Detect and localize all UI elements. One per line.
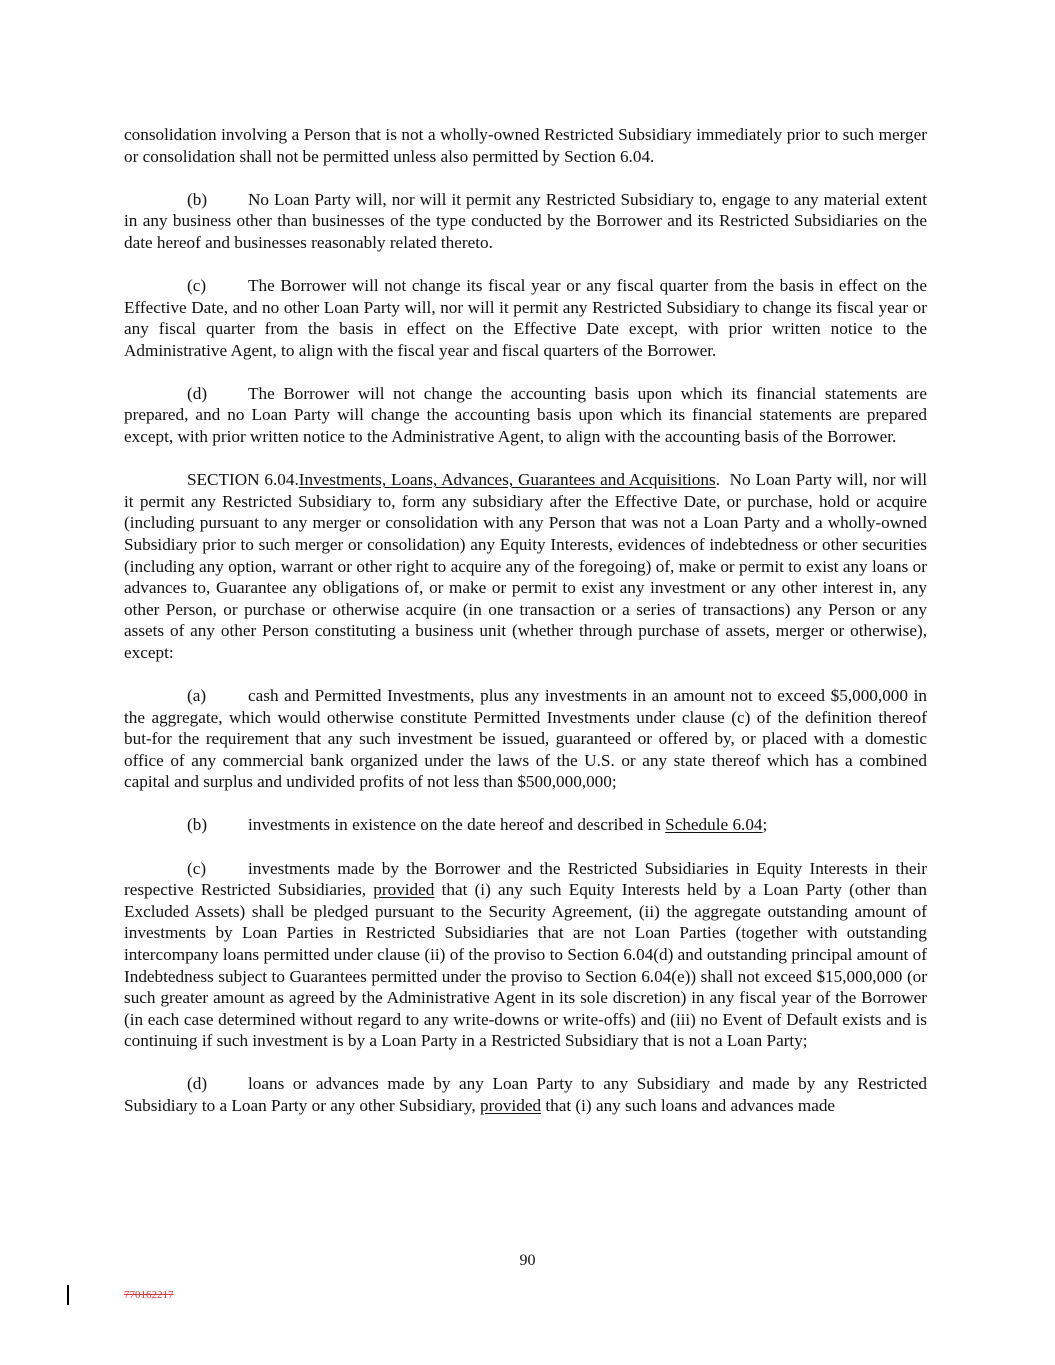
paragraph-label: (b) [187, 189, 208, 209]
document-body [124, 124, 927, 1138]
paragraph-label: (c) [187, 275, 207, 295]
schedule-reference: Schedule 6.04 [665, 815, 763, 835]
provided-term: provided [479, 1095, 542, 1115]
clause-label: (a) [187, 685, 207, 705]
continuation-paragraph: consolidation involving a Person that is not a wholly-owned Restricted Subsidiary immediately prior to such merger or consolidation shall not be permitted unless also permitted by Section 6.04. [124, 125, 927, 166]
page-number: 90 [519, 1252, 536, 1269]
paragraph-c: (c) The Borrower will not change its fiscal year or any fiscal quarter from the basis in effect on the Effective Date, and no other Loan Party will, nor will it permit any Restricted Subsidiary to change its fiscal year or any fiscal quarter from the basis in effect on the Effective Date except, with prior written notice to the Administrative Agent, to align with the fiscal year and fiscal quarters of the Borrower. [124, 275, 927, 360]
paragraph-label: (d) [187, 383, 208, 403]
section-6-04: SECTION 6.04.Investments, Loans, Advances, Guarantees and Acquisitions. No Loan Party will, nor will it permit any Restricted Subsidiary to, form any subsidiary after the Effective Date, or purchase, hold or acquire (including pursuant to any merger or consolidation with any Person that was not a Loan Party and a wholly-owned Subsidiary prior to such merger or consolidation) any Equity Interests, evidences of indebtedness or other securities (including any option, warrant or other right to acquire any of the foregoing) of, make or permit to exist any loans or advances to, Guarantee any obligations of, or make or permit to exist any investment or any other interest in, any other Person, or purchase or otherwise acquire (in one transaction or a series of transactions) any Person or any assets of any other Person constituting a business unit (whether through purchase of assets, merger or otherwise), except: [124, 470, 927, 662]
clause-label: (b) [187, 815, 208, 835]
clause-d: (d) loans or advances made by any Loan Party to any Subsidiary and made by any Restricted Subsidiary to a Loan Party or any other Subsidiary, provided that (i) any such loans and advances made [124, 1074, 927, 1115]
section-label: SECTION 6.04. [187, 470, 299, 490]
clause-a: (a) cash and Permitted Investments, plus any investments in an amount not to exceed $5,000,000 in the aggregate, which would otherwise constitute Permitted Investments under clause (c) of the definition thereof but-for the requirement that any such investment be issued, guaranteed or offered by, or placed with a domestic office of any commercial bank organized under the laws of the U.S. or any state thereof which has a combined capital and surplus and undivided profits of not less than $500,000,000; [124, 685, 927, 792]
clause-c: (c) investments made by the Borrower and the Restricted Subsidiaries in Equity Interests in their respective Restricted Subsidiaries, provided that (i) any such Equity Interests held by a Loan Party (other than Excluded Assets) shall be pledged pursuant to the Security Agreement, (ii) the aggregate outstanding amount of investments by Loan Parties in Restricted Subsidiaries that are not Loan Parties (together with outstanding intercompany loans permitted under clause (ii) of the proviso to Section 6.04(d) and outstanding principal amount of Indebtedness subject to Guarantees permitted under the proviso to Section 6.04(e)) shall not exceed $15,000,000 (or such greater amount as agreed by the Administrative Agent in its sole discretion) in any fiscal year of the Borrower (in each case determined without regard to any write-downs or write-offs) and (iii) no Event of Default exists and is continuing if such investment is by a Loan Party in a Restricted Subsidiary that is not a Loan Party; [124, 858, 927, 1051]
paragraph-d: (d) The Borrower will not change the accounting basis upon which its financial statements are prepared, and no Loan Party will change the accounting basis upon which its financial statements are prepared except, with prior written notice to the Administrative Agent, to align with the accounting basis of the Borrower. [124, 383, 927, 447]
section-heading: Investments, Loans, Advances, Guarantees and Acquisitions [298, 470, 716, 490]
clause-label: (c) [187, 858, 207, 878]
clause-label: (d) [187, 1074, 208, 1094]
revision-change-bar [67, 1285, 69, 1305]
provided-term: provided [373, 880, 435, 900]
paragraph-b: (b) No Loan Party will, nor will it permit any Restricted Subsidiary to, engage to any material extent in any business other than businesses of the type conducted by the Borrower and its Restricted Subsidiaries on the date hereof and businesses reasonably related thereto. [124, 189, 927, 252]
document-id: 770162217 [124, 1289, 174, 1301]
clause-b: (b) investments in existence on the date hereof and described in Schedule 6.04; [187, 815, 768, 835]
